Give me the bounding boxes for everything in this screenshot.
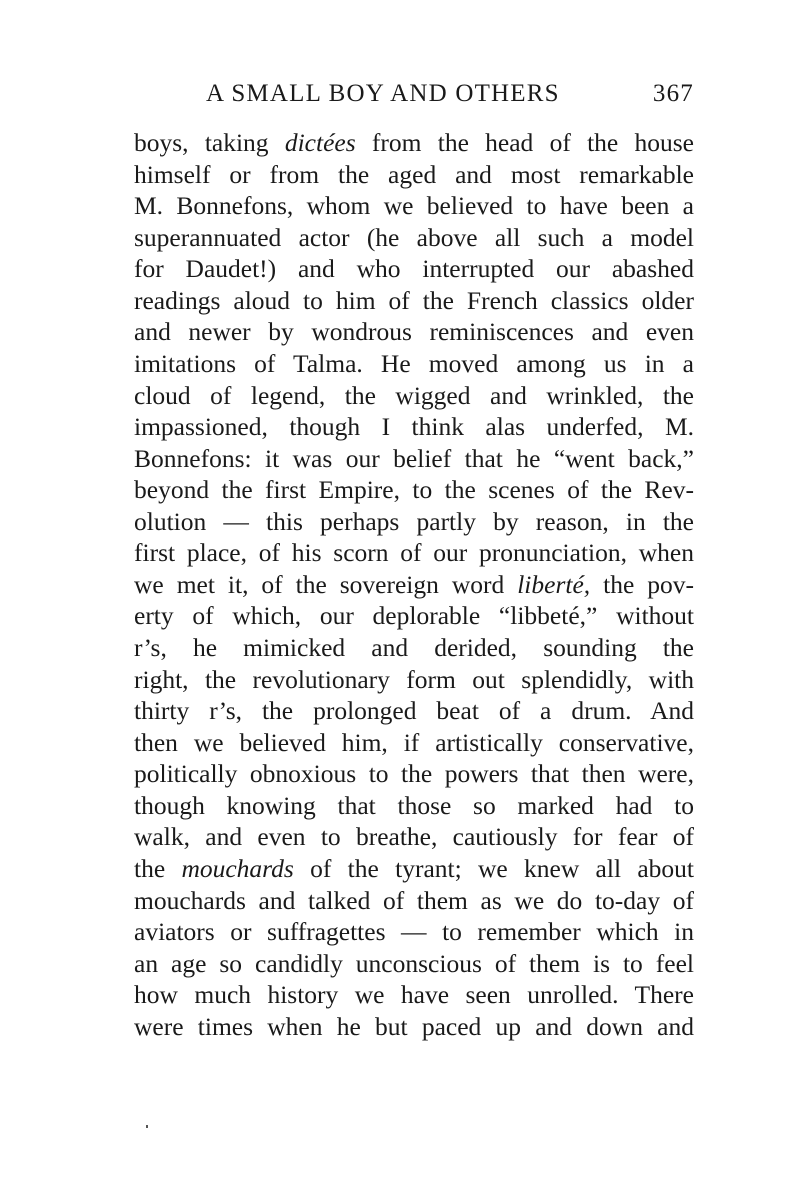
text-line: himself or from the aged and most remarkable <box>134 159 694 189</box>
text-line: mouchards and talked of them as we do to-day of <box>134 885 694 915</box>
text-line: readings aloud to him of the French classics older <box>134 285 694 315</box>
text-line: we met it, of the sovereign word liberté, the pov- <box>134 569 694 599</box>
text-line: thirty r’s, the prolonged beat of a drum. And <box>134 696 694 726</box>
body-paragraph <box>134 127 694 1042</box>
text-line: how much history we have seen unrolled. There <box>134 980 694 1010</box>
text-line: cloud of legend, the wigged and wrinkled, the <box>134 380 694 410</box>
text-line: politically obnoxious to the powers that then were, <box>134 759 694 789</box>
italic-word: liberté, <box>517 569 591 599</box>
page-number: 367 <box>652 80 694 107</box>
text-line: Bonnefons: it was our belief that he “went back,” <box>134 443 694 473</box>
text-line: superannuated actor (he above all such a model <box>134 222 694 252</box>
text-line: were times when he but paced up and down and <box>134 1011 694 1041</box>
text-line: walk, and even to breathe, cautiously for fear of <box>134 822 694 852</box>
text-line: and newer by wondrous reminiscences and even <box>134 317 694 347</box>
text-line: aviators or suffragettes — to remember which in <box>134 917 694 947</box>
italic-word: dictées <box>284 128 356 157</box>
text-line: for Daudet!) and who interrupted our abashed <box>134 254 694 284</box>
text-line: then we believed him, if artistically conservative, <box>134 727 694 757</box>
text-line: imitations of Talma. He moved among us in a <box>134 348 694 378</box>
text-line: an age so candidly unconscious of them is to feel <box>134 948 694 978</box>
text-line: r’s, he mimicked and derided, sounding the <box>134 633 694 662</box>
text-line: impassioned, though I think alas underfed, M. <box>134 412 694 442</box>
text-line: though knowing that those so marked had to <box>134 790 694 820</box>
text-line: M. Bonnefons, whom we believed to have been a <box>134 191 694 221</box>
text-line: boys, taking dictées from the head of the house <box>134 128 694 157</box>
text-line: right, the revolutionary form out splendidly, with <box>134 664 694 694</box>
text-line: the mouchards of the tyrant; we knew all about <box>134 853 694 883</box>
running-head <box>134 80 694 114</box>
print-speck <box>146 1125 148 1128</box>
text-line: olution — this perhaps partly by reason, in the <box>134 506 694 536</box>
text-line: first place, of his scorn of our pronunciation, when <box>134 538 694 568</box>
text-line: erty of which, our deplorable “libbeté,” without <box>134 601 694 631</box>
italic-word: mouchards <box>181 853 294 883</box>
text-line: beyond the first Empire, to the scenes of the Rev- <box>134 475 694 505</box>
running-head-title: A SMALL BOY AND OTHERS <box>206 80 560 107</box>
